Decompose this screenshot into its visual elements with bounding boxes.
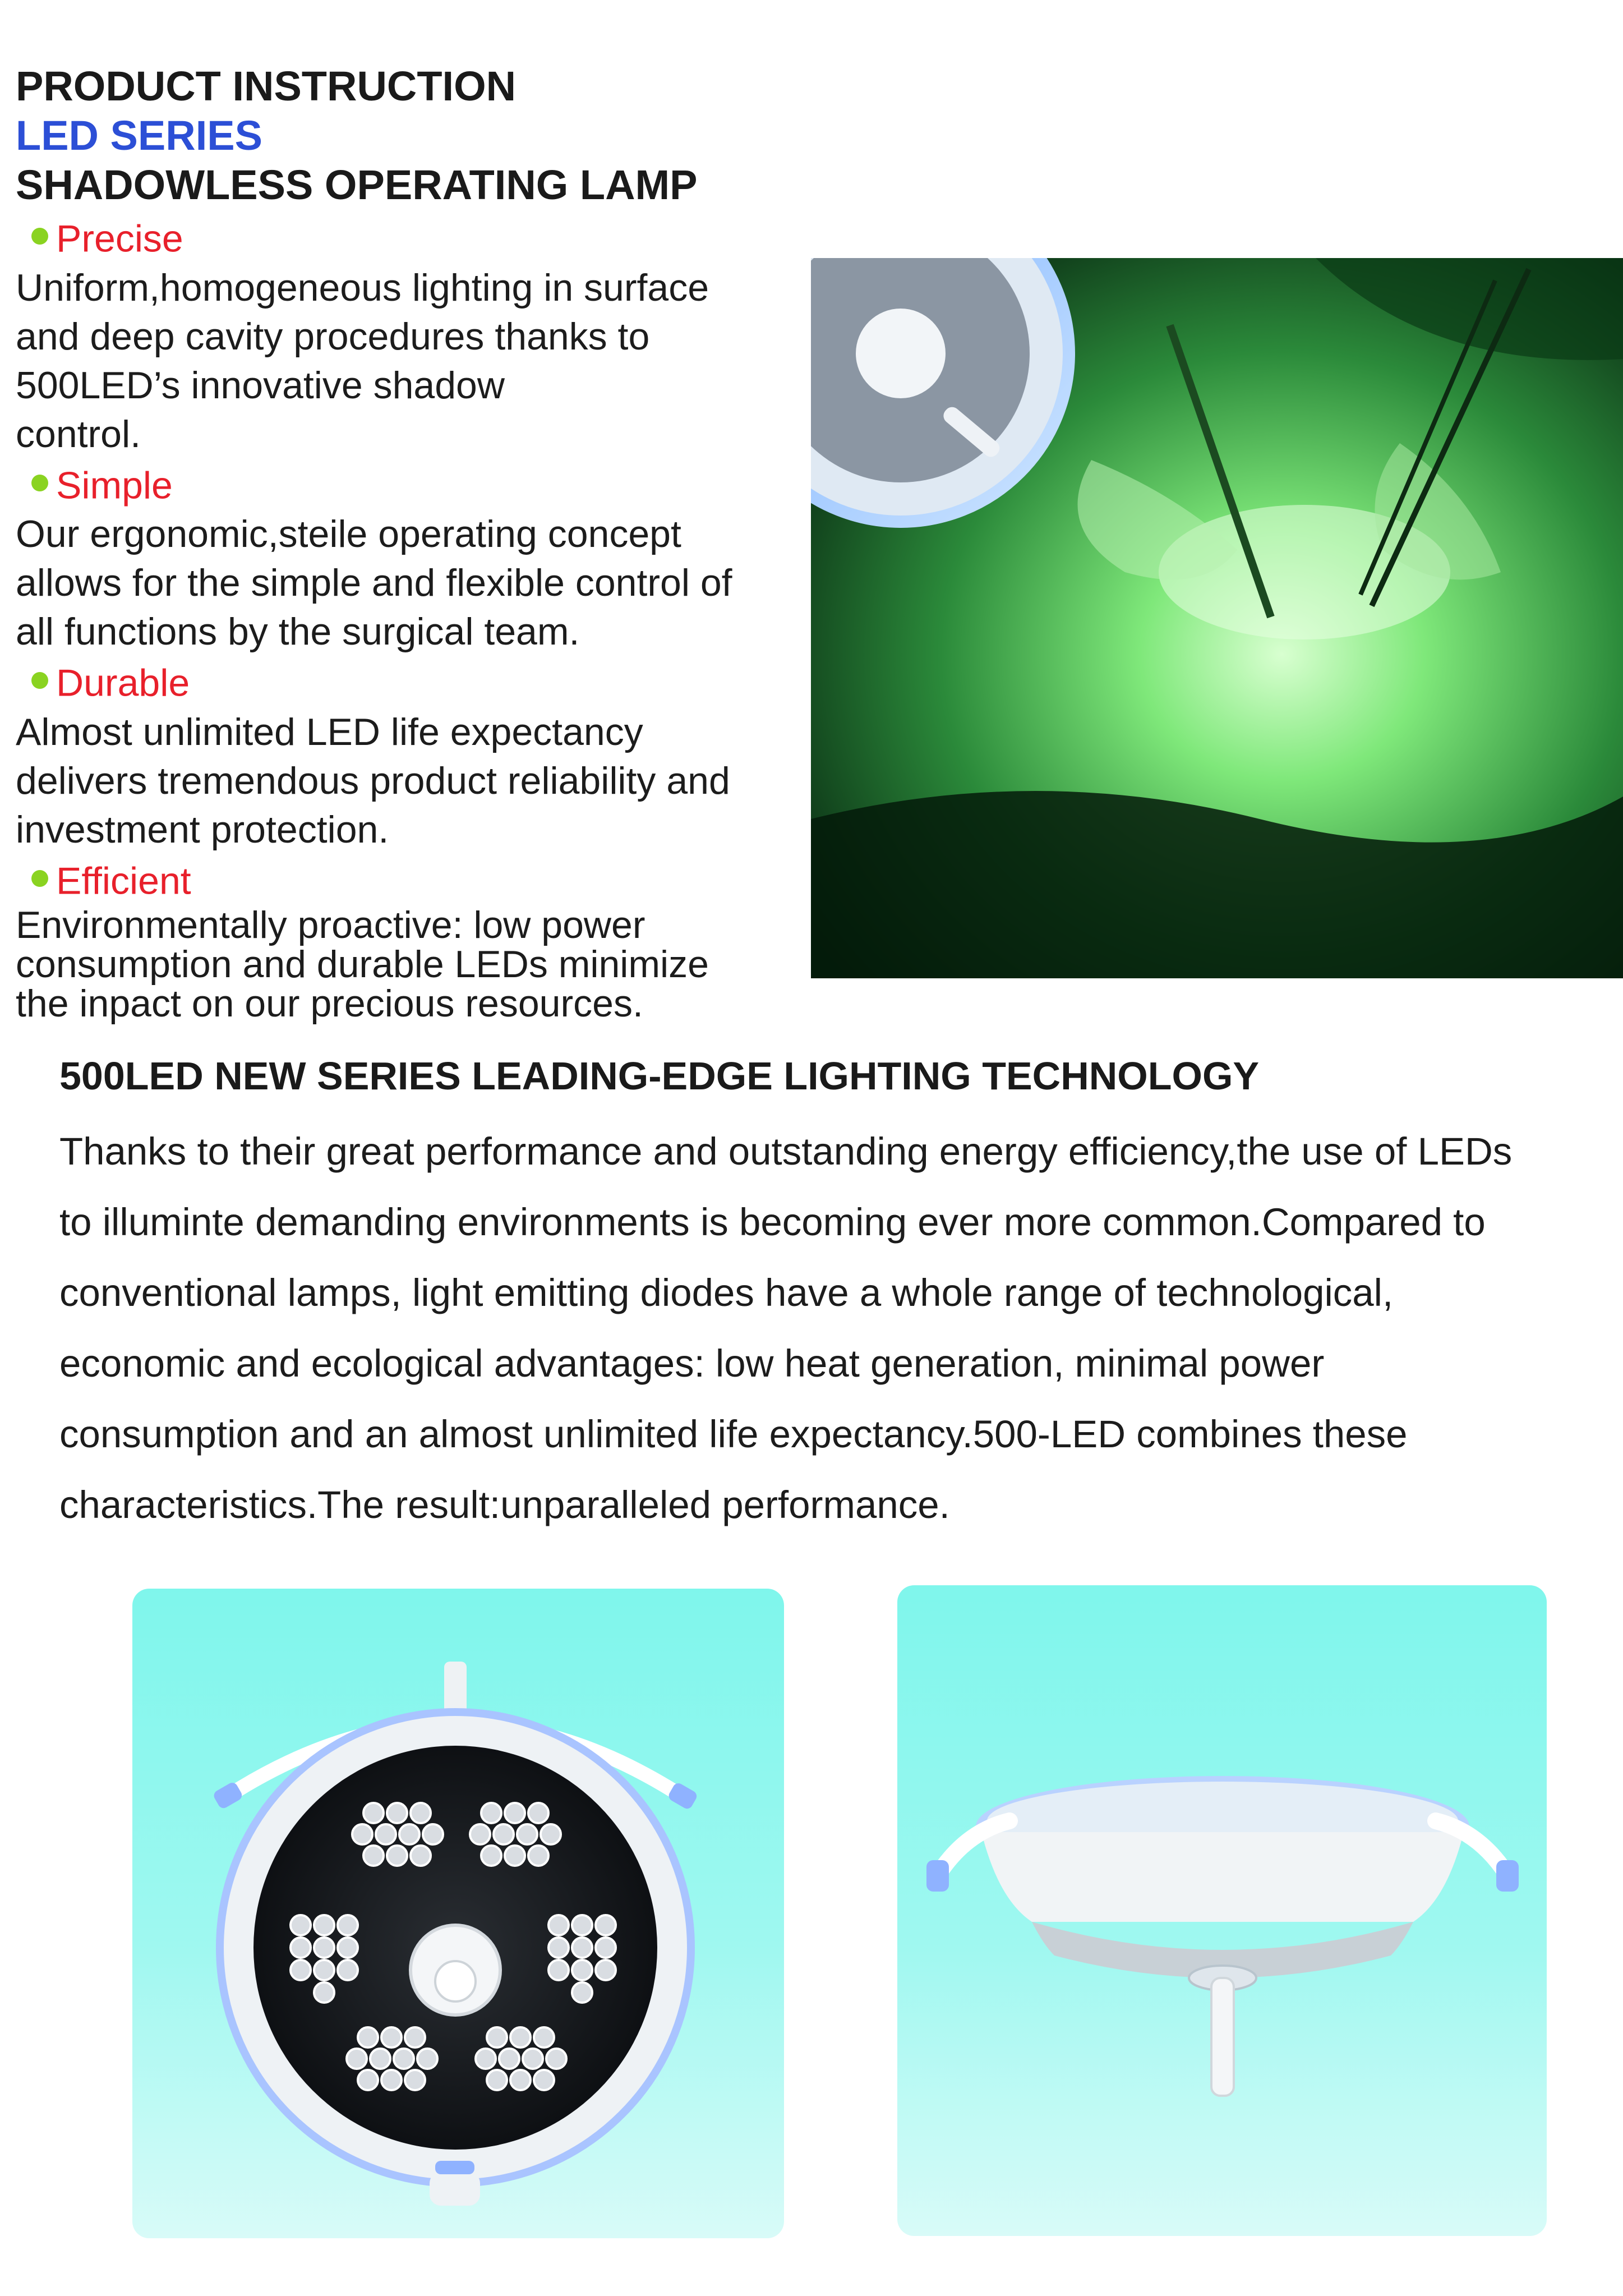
feature-precise-title [16,212,806,264]
text-line: to illuminte demanding environments is becoming ever more common.Compared to [59,1200,1486,1244]
lamp-front-card [132,1589,784,2238]
text-line: Environmentally proactive: low power [16,904,645,947]
lamp-side-view-image [897,1585,1547,2236]
bullet-dot-icon [31,228,48,245]
feature-efficient-title [16,854,806,906]
bullet-dot-icon [31,672,48,689]
feature-label: Efficient [56,859,191,903]
title-led-series: LED SERIES [16,112,262,159]
title-shadowless-lamp: SHADOWLESS OPERATING LAMP [16,162,698,208]
lamp-side-card [897,1585,1547,2236]
text-line: the inpact on our precious resources. [16,982,643,1025]
text-line: consumption and durable LEDs minimize [16,943,709,986]
text-line: consumption and an almost unlimited life expectancy.500-LED combines these [59,1412,1408,1456]
feature-simple-text [16,510,806,656]
feature-durable-text [16,708,806,854]
feature-label: Durable [56,661,190,705]
text-line: Almost unlimited LED life expectancy [16,710,643,753]
text-line: Our ergonomic,steile operating concept [16,513,681,556]
text-line: characteristics.The result:unparalleled performance. [59,1483,950,1526]
feature-precise-text [16,264,806,459]
feature-list [16,212,806,1023]
text-line: 500LED’s innovative shadow [16,364,505,407]
surgery-photo [811,258,1623,978]
title-product-instruction: PRODUCT INSTRUCTION [16,63,517,109]
tech-heading: 500LED NEW SERIES LEADING-EDGE LIGHTING TECHNOLOGY [59,1054,1260,1098]
tech-paragraph [59,1116,1607,1540]
text-line: allows for the simple and flexible control of [16,562,732,605]
surgery-scene-image [811,258,1623,978]
feature-durable-title [16,656,806,708]
feature-simple-title [16,459,806,510]
text-line: all functions by the surgical team. [16,610,580,654]
bullet-dot-icon [31,870,48,887]
bullet-dot-icon [31,475,48,491]
text-line: control. [16,412,141,455]
text-line: investment protection. [16,808,389,851]
text-line: delivers tremendous product reliability and [16,759,730,802]
text-line: Uniform,homogeneous lighting in surface [16,266,709,309]
text-line: economic and ecological advantages: low heat generation, minimal power [59,1342,1325,1385]
text-line: conventional lamps, light emitting diodes have a whole range of technological, [59,1271,1394,1314]
feature-efficient-text [16,905,806,1023]
lamp-front-view-image [132,1589,784,2238]
text-line: and deep cavity procedures thanks to [16,315,650,358]
feature-label: Simple [56,464,173,507]
text-line: Thanks to their great performance and outstanding energy efficiency,the use of LEDs [59,1130,1513,1173]
feature-label: Precise [56,217,183,260]
